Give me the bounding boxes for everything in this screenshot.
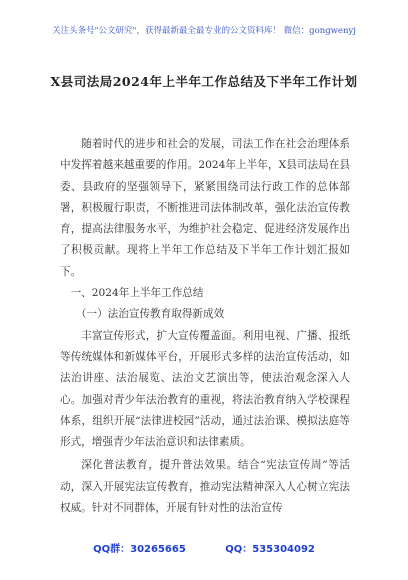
contact-footer bbox=[0, 540, 408, 555]
subsection-heading: （一）法治宣传教育取得新成效 bbox=[75, 308, 225, 321]
body-paragraph: 深化普法教育，提升普法效果。结合“宪法宣传周”等活动，深入开展宪法宣传教育，推动宪法精神深入人心树立宪法权威。针对不同群体，开展有针对性的法治宣传 bbox=[60, 459, 350, 515]
intro-paragraph: 随着时代的进步和社会的发展，司法工作在社会治理体系中发挥着越来越重要的作用。2024年上半年，X县司法局在县委、县政府的坚强领导下，紧紧围绕司法行政工作的总体部署，积极履行职责，不断推进司法体制改革，强化法治宣传教育，提高法律服务水平，为维护社会稳定、促进经济发展作出了积极贡献。现将上半年工作总结及下半年工作计划汇报如下。 bbox=[60, 138, 350, 278]
qq-group-text: QQ群：30265665 bbox=[93, 544, 186, 555]
section-heading: 一、2024年上半年工作总结 bbox=[70, 287, 204, 300]
qq-contact-text: QQ：535304092 bbox=[225, 544, 315, 555]
body-paragraph: 丰富宣传形式，扩大宣传覆盖面。利用电视、广播、报纸等传统媒体和新媒体平台，开展形式多样的法治宣传活动，如法治讲座、法治展览、法治文艺演出等，使法治观念深入人心。加强对青少年法治教育的重视，将法治教育纳入学校课程体系，组织开展“法律进校园”活动，通过法治课、模拟法庭等形式，增强青少年法治意识和法律素质。 bbox=[60, 329, 350, 449]
document-body bbox=[60, 134, 350, 519]
document-title: X县司法局2024年上半年工作总结及下半年工作计划 bbox=[50, 74, 358, 89]
promo-banner: 关注头条号"公文研究"，获得最新最全最专业的公文资料库！ 微信：gongwenyj bbox=[52, 26, 356, 36]
